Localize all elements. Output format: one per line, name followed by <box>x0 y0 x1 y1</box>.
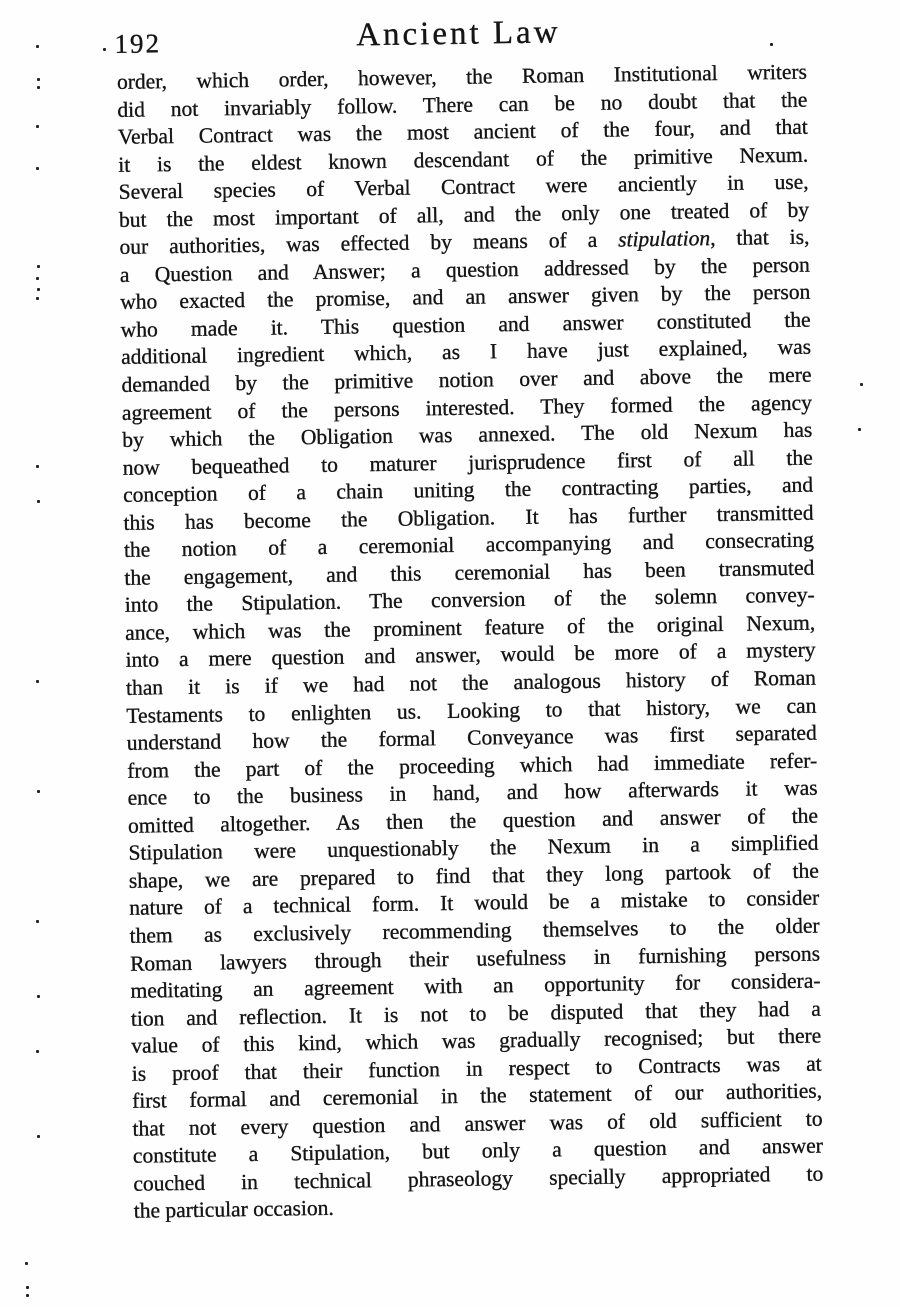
text-line: who exacted the promise, and an answer given by the person <box>120 280 811 315</box>
text-line: additional ingredient which, as I have just explained, was <box>120 335 812 370</box>
text-line: couched in technical phraseology specially appropriated to <box>133 1161 824 1196</box>
text-line: order, which order, however, the Roman Institutional writers <box>116 59 808 94</box>
text-line: did not invariably follow. There can be no doubt that the <box>117 87 808 122</box>
text-line: tion and reflection. It is not to be disputed that they had a <box>130 996 822 1031</box>
text-line: is proof that their function in respect to Contracts was at <box>131 1051 822 1086</box>
text-line: Stipulation were unquestionably the Nexum in a simplified <box>128 830 819 866</box>
text-line: Verbal Contract was the most ancient of the four, and that <box>117 114 808 149</box>
page-number: 192 <box>114 28 162 59</box>
text-line: into a mere question and answer, would be more of a mystery <box>125 638 816 673</box>
text-line: first formal and ceremonial in the statement of our authorities, <box>131 1078 823 1114</box>
text-line: the particular occasion. <box>133 1196 334 1224</box>
text-line: Testaments to enlighten us. Looking to that history, we can <box>126 693 817 728</box>
text-line: conception of a chain uniting the contracting parties, and <box>122 472 814 508</box>
text-line: nature of a technical form. It would be a mistake to consider <box>129 885 820 921</box>
text-line: demanded by the primitive notion over and above the mere <box>121 362 812 397</box>
page-text <box>117 59 824 1226</box>
text-line: from the part of the proceeding which had immediate refer- <box>127 748 818 783</box>
text-line: agreement of the persons interested. They formed the agency <box>121 390 813 425</box>
text-line: constitute a Stipulation, but only a question and answer <box>132 1133 824 1169</box>
text-line: them as exclusively recommending themselves to the older <box>129 913 820 948</box>
text-line: shape, we are prepared to find that they long partook of the <box>128 858 819 893</box>
text-line: value of this kind, which was gradually recognised; but there <box>131 1023 822 1058</box>
text-line: ance, which was the prominent feature of the original Nexum, <box>125 610 816 645</box>
text-line: omitted altogether. As then the question and answer of the <box>127 803 819 838</box>
text-line: Roman lawyers through their usefulness in furnishing persons <box>129 941 821 976</box>
text-line: by which the Obligation was annexed. The old Nexum has <box>122 417 813 452</box>
text-line: meditating an agreement with an opportunity for considera- <box>130 968 821 1003</box>
text-line: a Question and Answer; a question addressed by the person <box>119 252 810 287</box>
text-segment: , that is, <box>709 224 810 251</box>
text-line: Several species of Verbal Contract were anciently in use, <box>118 169 809 205</box>
text-line: the engagement, and this ceremonial has been transmuted <box>124 555 815 590</box>
book-title: Ancient Law <box>355 14 561 54</box>
page-header <box>112 11 805 65</box>
text-line: the notion of a ceremonial accompanying and consecrating <box>123 527 815 563</box>
text-line: it is the eldest known descendant of the primitive Nexum. <box>118 142 809 177</box>
text-line: that not every question and answer was of old sufficient to <box>132 1106 823 1141</box>
text-line: now bequeathed to maturer jurisprudence first of all the <box>122 445 813 480</box>
text-line: ence to the business in hand, and how afterwards it was <box>127 775 818 811</box>
italic-term: stipulation <box>617 226 711 252</box>
text-line: understand how the formal Conveyance was first separated <box>126 720 817 755</box>
text-line: who made it. This question and answer constituted the <box>120 307 811 342</box>
text-line: but the most important of all, and the only one treated of by <box>118 197 810 232</box>
text-line: than it is if we had not the analogous history of Roman <box>125 665 817 700</box>
text-segment: our authorities, was effected by means of a <box>119 227 619 260</box>
text-line: this has become the Obligation. It has further transmitted <box>123 500 814 535</box>
text-line: into the Stipulation. The conversion of the solemn convey- <box>124 582 815 618</box>
